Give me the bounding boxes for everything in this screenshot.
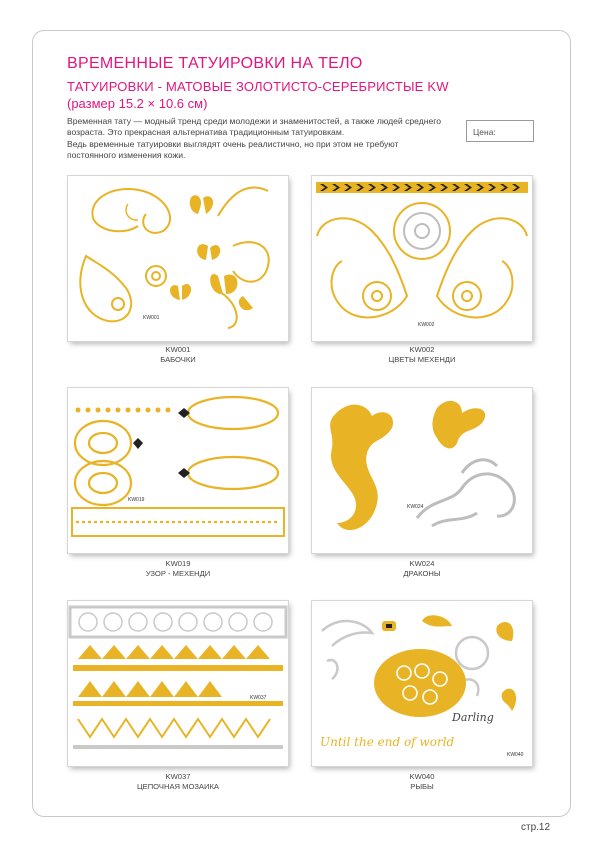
product-caption-kw002 [312,345,532,364]
product-name: ЦВЕТЫ МЕХЕНДИ [388,354,456,364]
description [67,116,447,162]
kw001-print-code: KW001 [143,315,160,321]
page-title: ВРЕМЕННЫЕ ТАТУИРОВКИ НА ТЕЛО [67,55,363,72]
page-number: стр.12 [521,822,551,833]
product-name: ЦЕПОЧНАЯ МОЗАИКА [137,781,219,791]
description-paragraph-2: Ведь временные татуировки выглядят очень реалистично, но при этом не требуют постоянного изменения кожи. [67,138,399,161]
fish-tattoo-art [312,601,532,766]
kw019-print-code: KW019 [128,497,145,503]
product-name: ДРАКОНЫ [403,568,441,578]
product-caption-kw001 [68,345,288,364]
product-image-kw001 [68,176,288,341]
mehendi-pattern-tattoo-art [68,388,288,553]
product-code: KW040 [409,772,435,781]
product-caption-kw024 [312,559,532,578]
price-label: Цена: [473,127,496,137]
description-paragraph-1: Временная тату — модный тренд среди молодежи и знаменитостей, а также людей среднего возраста. Это прекрасная альтернатива традиционным татуировкам. [67,116,442,138]
product-image-kw002 [312,176,532,341]
product-image-kw037 [68,601,288,766]
darling-script: Darling [452,711,494,724]
product-code: KW001 [165,345,191,354]
kw024-print-code: KW024 [407,504,424,510]
product-code: KW037 [165,772,191,781]
kw002-print-code: KW002 [418,322,435,328]
product-caption-kw040 [312,772,532,791]
price-field[interactable] [466,120,534,142]
product-image-kw040 [312,601,532,766]
product-name: БАБОЧКИ [160,354,196,364]
product-code: KW019 [165,559,191,568]
product-code: KW002 [409,345,435,354]
product-caption-kw037 [68,772,288,791]
mehendi-flowers-tattoo-art [312,176,532,341]
product-caption-kw019 [68,559,288,578]
dragons-tattoo-art [312,388,532,553]
product-image-kw019 [68,388,288,553]
kw037-print-code: KW037 [250,695,267,701]
chain-mosaic-tattoo-art [68,601,288,766]
size-note: (размер 15.2 × 10.6 см) [67,96,208,111]
product-name: УЗОР - МЕХЕНДИ [145,568,211,578]
product-image-kw024 [312,388,532,553]
product-code: KW024 [409,559,435,568]
page-subtitle: ТАТУИРОВКИ - МАТОВЫЕ ЗОЛОТИСТО-СЕРЕБРИСТЫЕ KW [67,79,449,94]
until-end-of-world-script: Until the end of world [320,735,455,749]
product-name: РЫБЫ [410,781,434,791]
butterflies-tattoo-art [68,176,288,341]
kw040-print-code: KW040 [507,752,524,758]
